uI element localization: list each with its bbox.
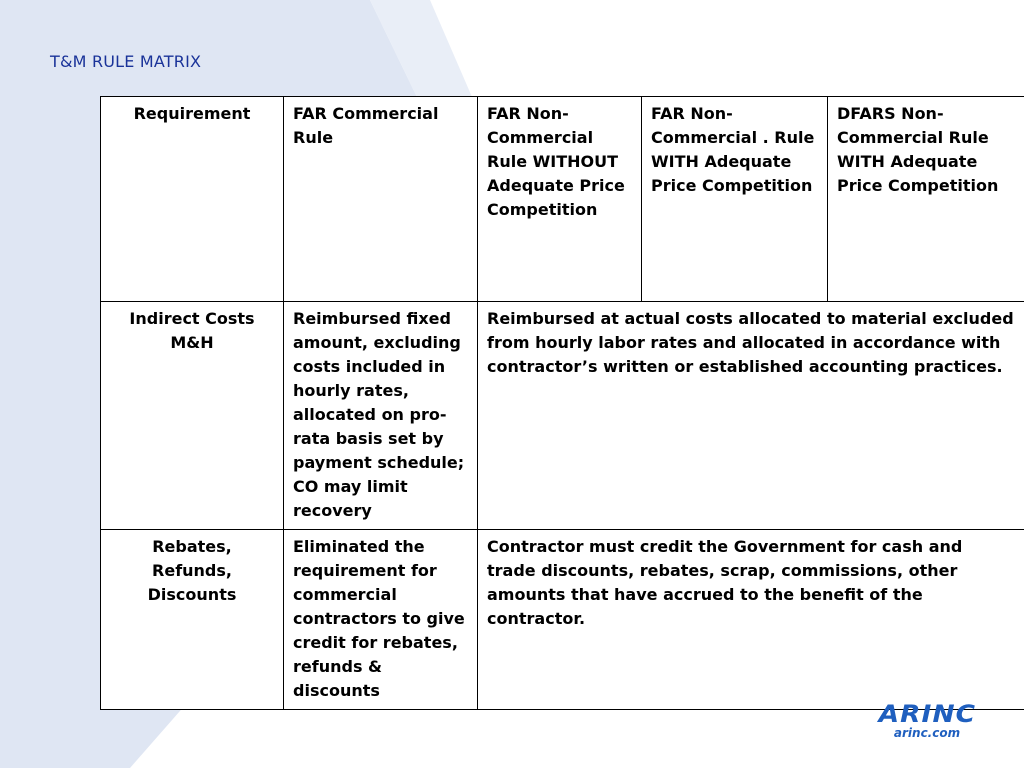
header-dfars-noncommercial-with: DFARS Non-Commercial Rule WITH Adequate Price Competition	[828, 97, 1024, 302]
rule-matrix-table	[100, 96, 1024, 710]
logo-mark: ARINC	[878, 700, 976, 728]
table-header-row	[101, 97, 1024, 302]
arinc-logo	[868, 702, 986, 740]
cell-requirement: Rebates, Refunds, Discounts	[101, 530, 284, 710]
slide-title: T&M RULE MATRIX	[50, 52, 202, 71]
header-far-noncommercial-without: FAR Non-Commercial Rule WITHOUT Adequate Price Competition	[478, 97, 642, 302]
cell-noncommercial: Contractor must credit the Government for cash and trade discounts, rebates, scrap, commissions, other amounts that have accrued to the benefit of the contractor.	[478, 530, 1024, 710]
cell-commercial: Eliminated the requirement for commercial contractors to give credit for rebates, refunds & discounts	[284, 530, 478, 710]
table-row	[101, 530, 1024, 710]
header-requirement: Requirement	[101, 97, 284, 302]
cell-commercial: Reimbursed fixed amount, excluding costs included in hourly rates, allocated on pro-rata basis set by payment schedule; CO may limit recovery	[284, 302, 478, 530]
logo-url: arinc.com	[893, 726, 961, 740]
table-row	[101, 302, 1024, 530]
cell-noncommercial: Reimbursed at actual costs allocated to material excluded from hourly labor rates and allocated in accordance with contractor’s written or established accounting practices.	[478, 302, 1024, 530]
header-far-noncommercial-with: FAR Non-Commercial . Rule WITH Adequate Price Competition	[642, 97, 828, 302]
cell-requirement: Indirect Costs M&H	[101, 302, 284, 530]
header-far-commercial: FAR Commercial Rule	[284, 97, 478, 302]
